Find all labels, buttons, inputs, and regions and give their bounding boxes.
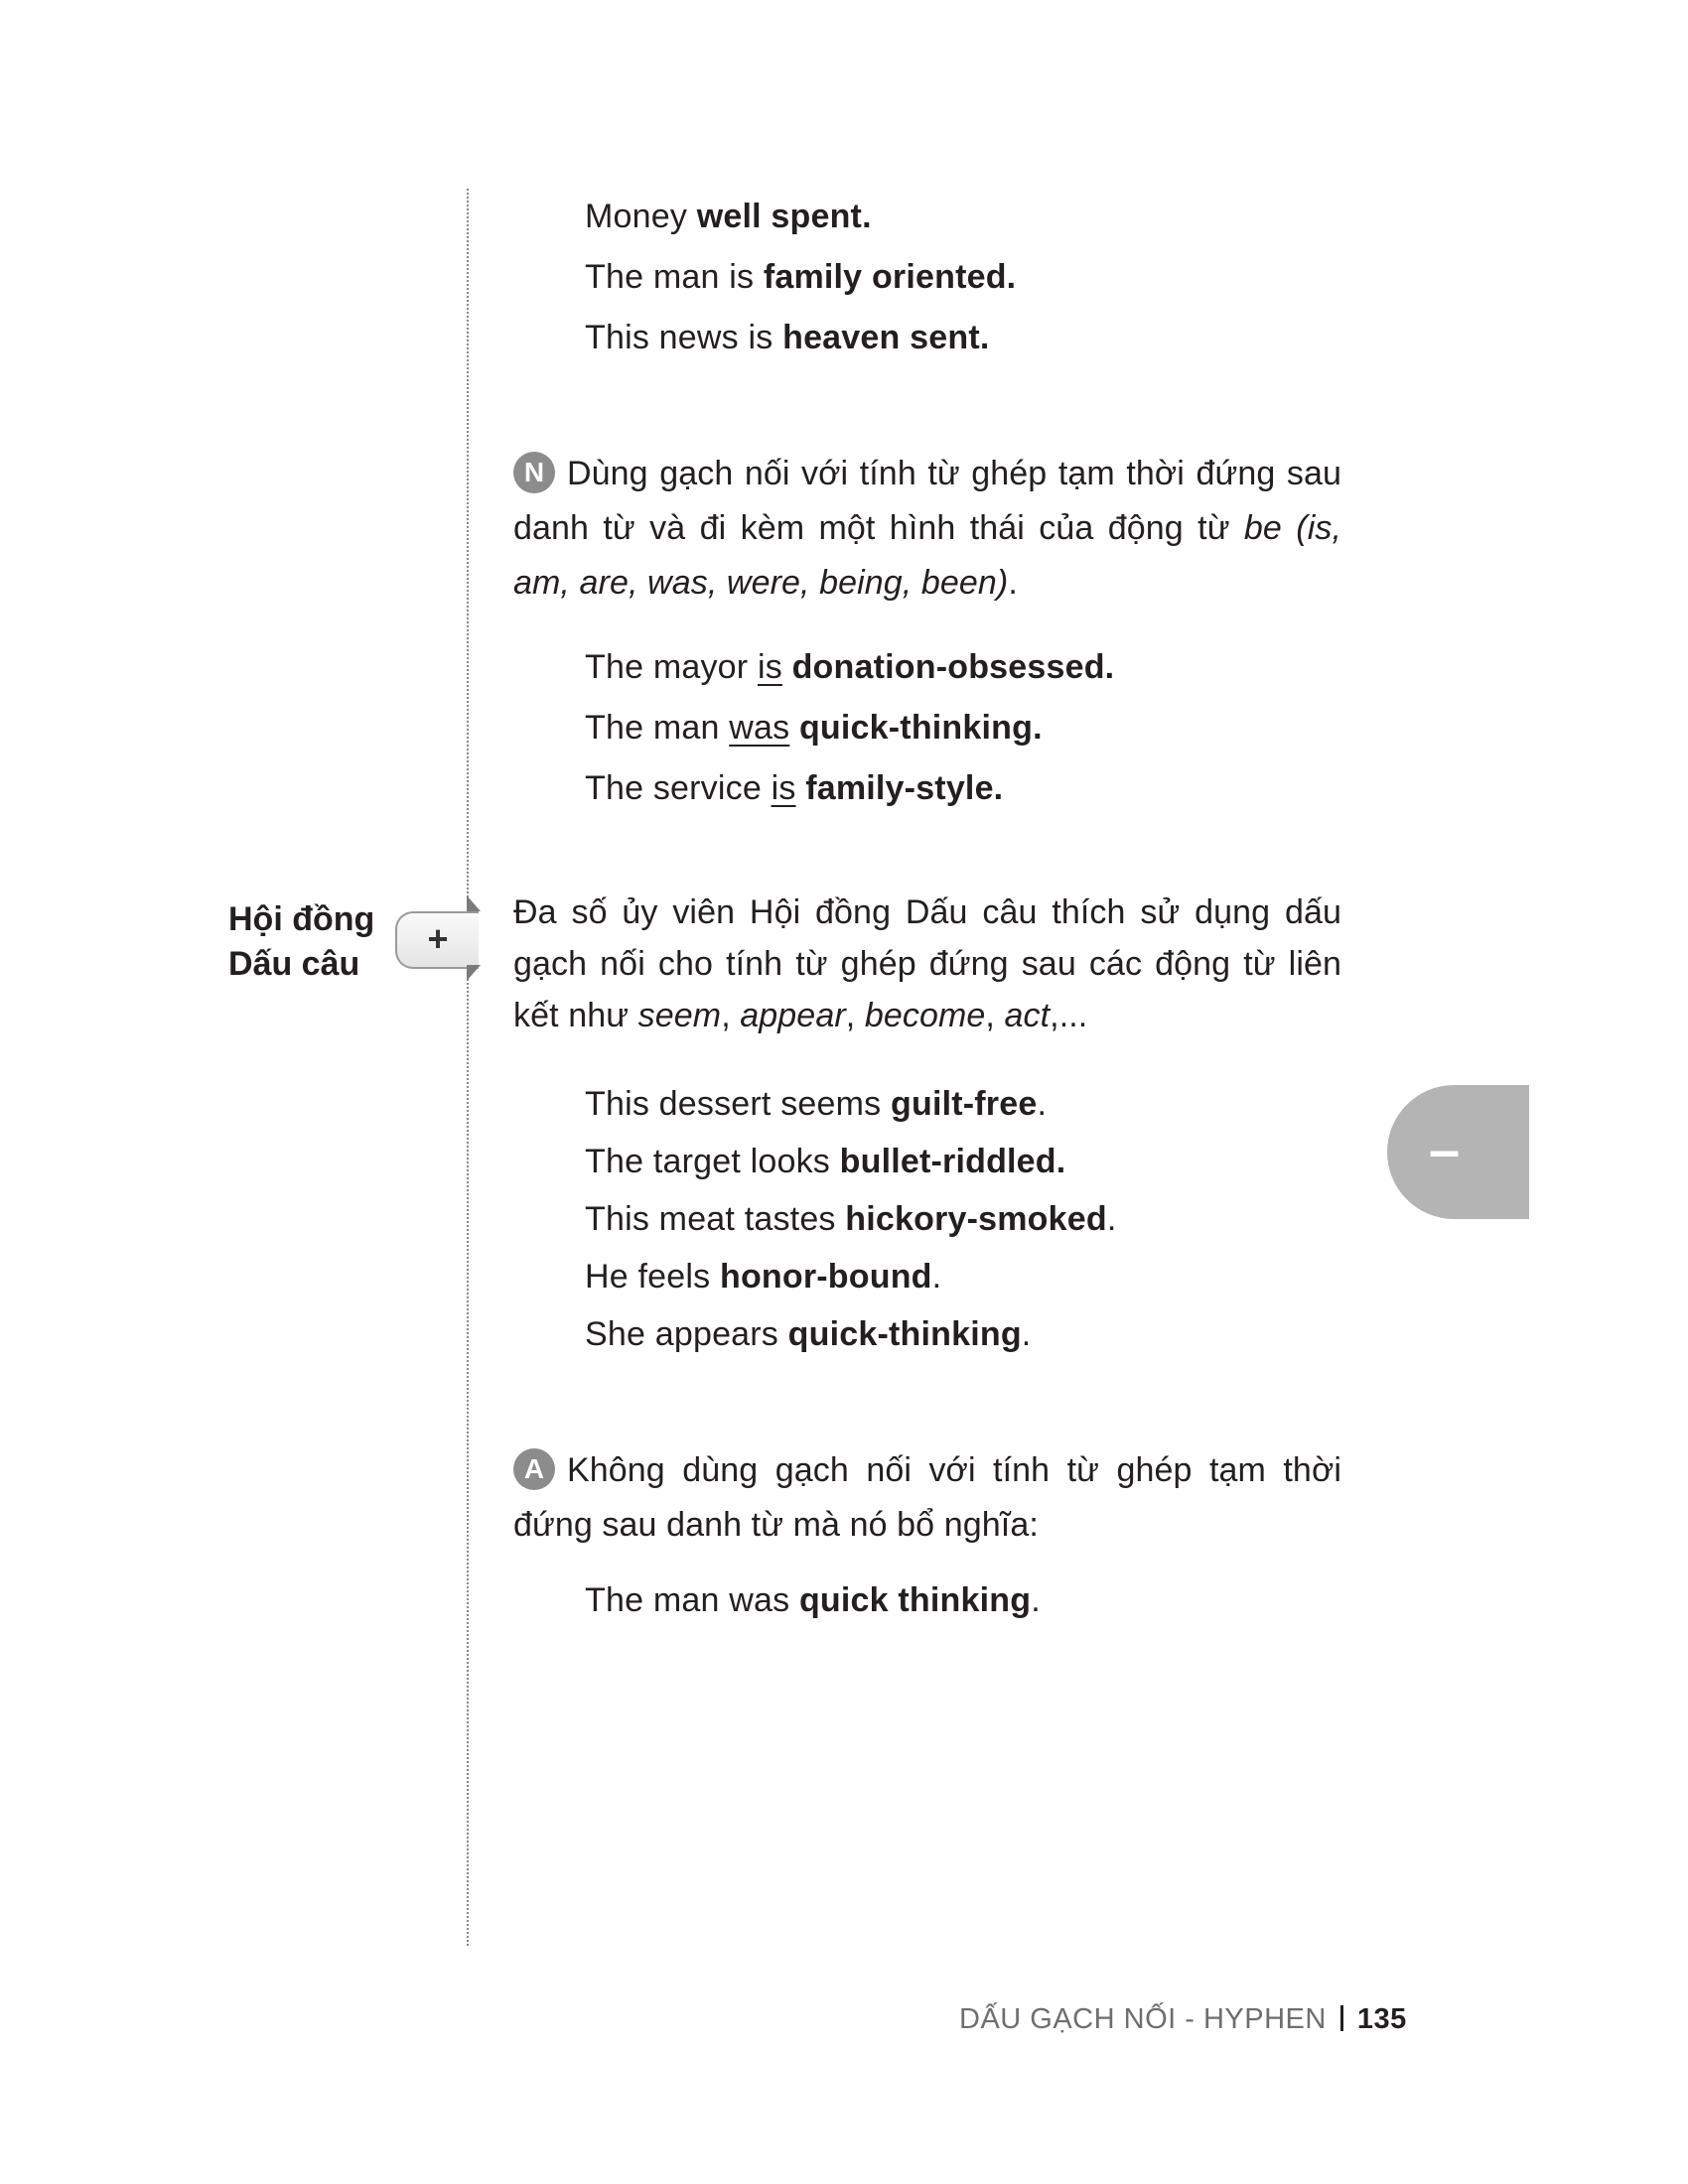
chapter-thumb-tab [1387,1085,1529,1219]
hyphen-icon: – [1429,1118,1461,1180]
pointer-triangle-icon [467,895,481,911]
side-label-line: Dấu câu [228,945,360,983]
margin-dotted-rule [467,189,469,1946]
example-line: This dessert seems guilt-free. [585,1085,1048,1123]
rule-a-paragraph: A Không dùng gạch nối với tính từ ghép tạm thời đứng sau danh từ mà nó bổ nghĩa: [513,1443,1341,1553]
side-label-line: Hội đồng [228,900,375,938]
example-line: The man is family oriented. [585,258,1017,296]
council-plus-button[interactable]: + [395,911,479,969]
example-line: He feels honor-bound. [585,1258,942,1296]
example-line: This meat tastes hickory-smoked. [585,1200,1117,1238]
example-line: This news is heaven sent. [585,319,990,356]
pointer-triangle-icon [467,965,481,981]
a-badge-icon: A [513,1448,555,1490]
page-footer [959,1999,1407,2039]
example-line: The service is family-style. [585,769,1004,807]
page-number: 135 [1356,2003,1407,2035]
example-line: She appears quick-thinking. [585,1315,1032,1353]
council-paragraph: Đa số ủy viên Hội đồng Dấu câu thích sử dụng dấu gạch nối cho tính từ ghép đứng sau các động từ liên kết như seem, appear, become, act,... [513,893,1341,1034]
example-line: Money well spent. [585,198,872,235]
n-badge-icon: N [513,452,555,493]
example-line: The mayor is donation-obsessed. [585,648,1115,686]
example-line: The man was quick thinking. [585,1581,1041,1619]
example-line: The man was quick-thinking. [585,709,1043,747]
footer-section-title: DẤU GẠCH NỐI - HYPHEN [959,2003,1327,2035]
example-line: The target looks bullet-riddled. [585,1143,1066,1180]
council-side-label [228,897,374,987]
footer-divider [1340,2005,1343,2031]
rule-n-paragraph: N Dùng gạch nối với tính từ ghép tạm thời đứng sau danh từ và đi kèm một hình thái của động từ be (is, am, are, was, were, being, been). [513,447,1341,611]
